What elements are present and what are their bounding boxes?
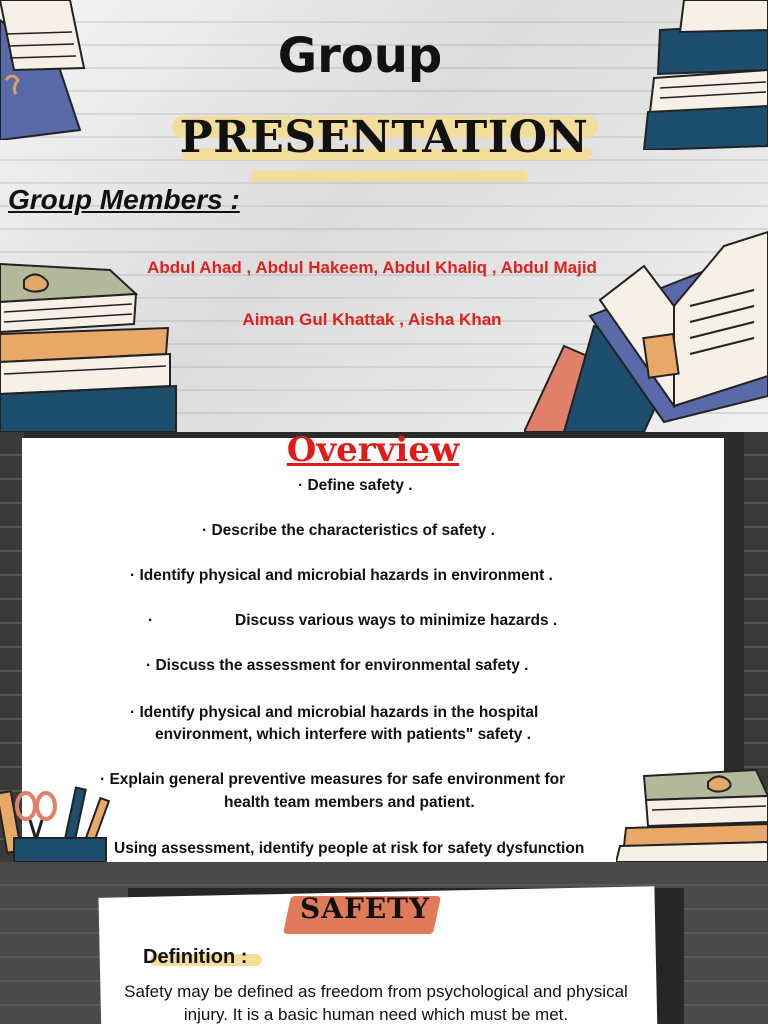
bullet-2: · Describe the characteristics of safety . [202, 522, 495, 539]
book-stack-icon [616, 766, 768, 862]
title-group: Group [277, 28, 443, 84]
bullet-6: · Identify physical and microbial hazards in the hospital [130, 704, 539, 721]
member-names-line-1: Abdul Ahad , Abdul Hakeem, Abdul Khaliq , Abdul Majid [147, 258, 597, 277]
bullet-7-cont: health team members and patient. [224, 794, 475, 811]
title-presentation: PRESENTATION [179, 112, 589, 163]
title-highlight [250, 170, 528, 182]
bullet-7: · Explain general preventive measures for safe environment for [100, 771, 566, 788]
slide-title [0, 0, 768, 432]
bullet-4-dot: · [148, 612, 154, 629]
overview-title: Overview [286, 432, 460, 470]
members-heading: Group Members : [8, 184, 240, 215]
bullet-4: Discuss various ways to minimize hazards . [235, 612, 558, 629]
bullet-8: Using assessment, identify people at risk for safety dysfunction [114, 840, 585, 857]
bullet-6-cont: environment, which interfere with patients" safety . [155, 726, 531, 743]
definition-label: Definition : [143, 946, 248, 968]
definition-text: Safety may be defined as freedom from psychological and physical injury. It is a basic human need which must be met. [124, 982, 628, 1024]
pencil-cup-icon [0, 776, 120, 862]
book-stack-icon [0, 258, 180, 432]
bullet-5: · Discuss the assessment for environmental safety . [146, 657, 529, 674]
bullet-1: · Define safety . [298, 477, 413, 494]
member-names-line-2: Aiman Gul Khattak , Aisha Khan [242, 310, 502, 329]
bullet-3: · Identify physical and microbial hazards in environment . [130, 567, 553, 584]
slide-safety [0, 862, 768, 1024]
slide-overview [0, 432, 768, 862]
safety-title: SAFETY [300, 892, 430, 925]
